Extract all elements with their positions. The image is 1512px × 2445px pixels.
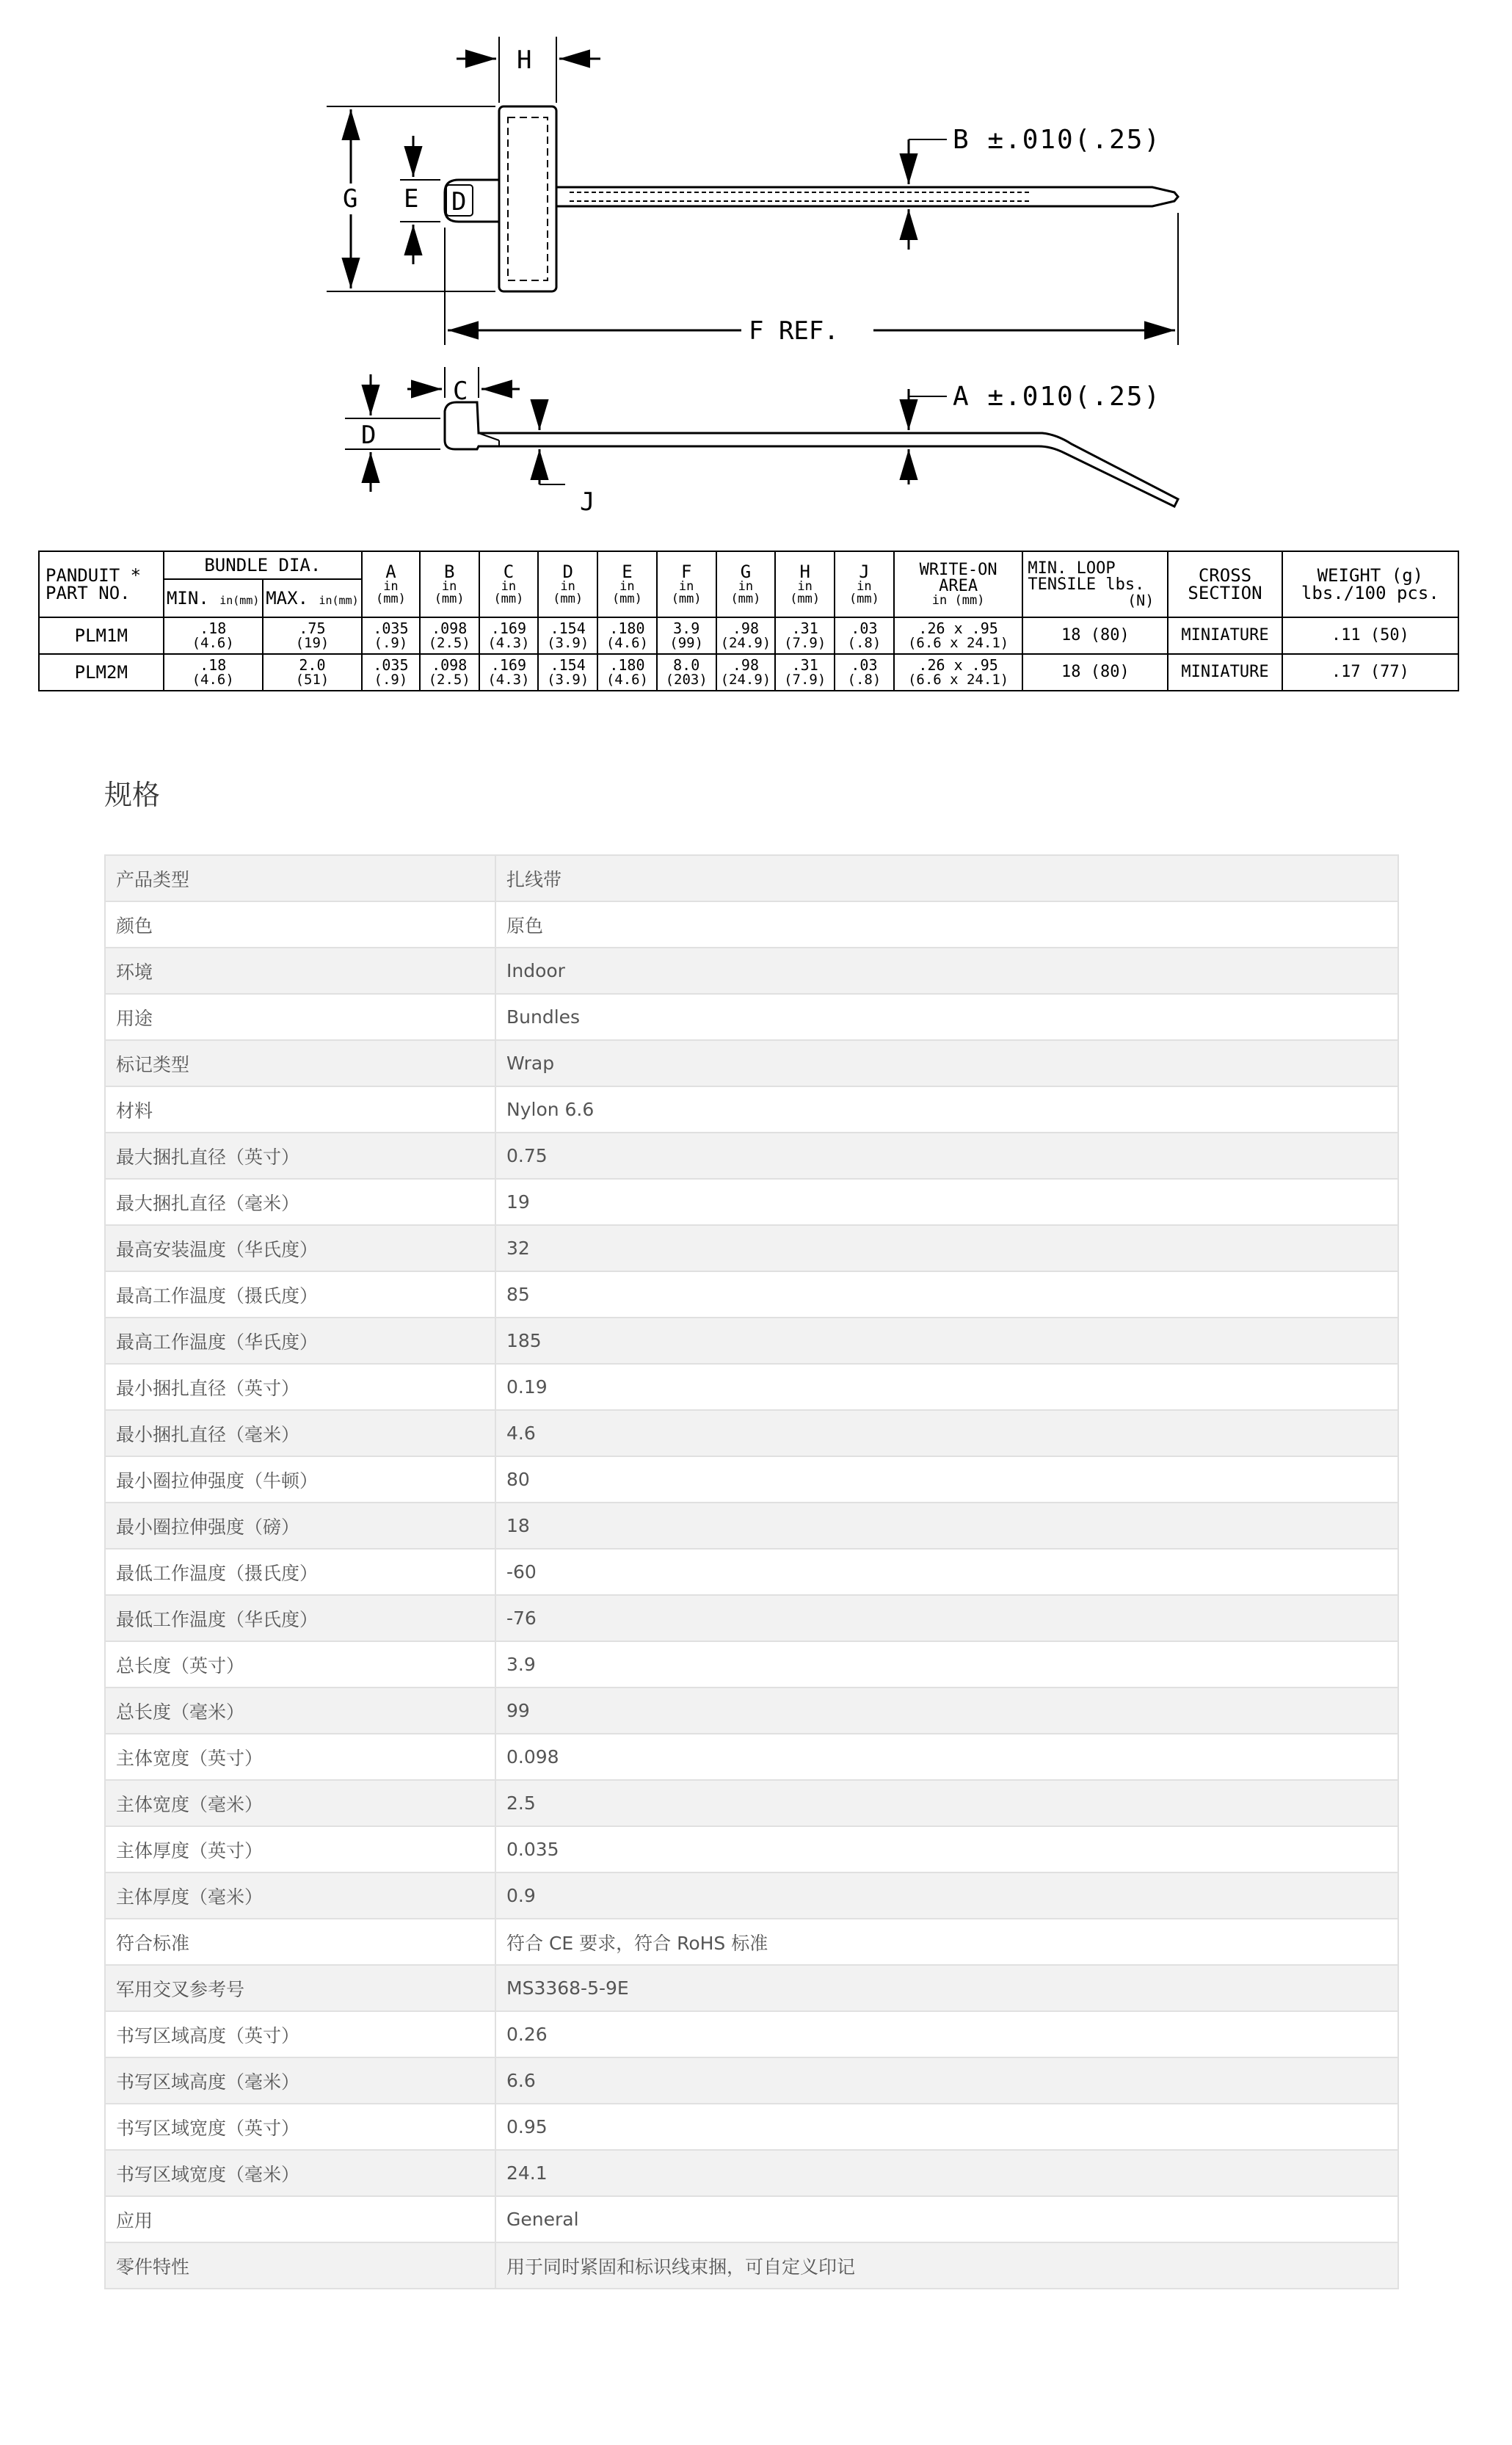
dim-d-in: .154 (550, 619, 586, 637)
dim-c-cell (479, 654, 539, 691)
min-label: MIN. (166, 588, 209, 608)
unit-mm: (mm) (233, 594, 260, 607)
spec-row (105, 1040, 1398, 1086)
unit-in: in (501, 579, 517, 594)
dim-label-e: E (404, 184, 419, 214)
unit-in: in (678, 579, 694, 594)
bundle-min-in: .18 (200, 619, 227, 637)
dim-f-cell (657, 617, 716, 654)
weight-line1: WEIGHT (g) (1317, 565, 1424, 586)
col-header-h (775, 551, 835, 617)
write-on-in: .26 x .95 (918, 655, 998, 674)
spec-key: 最小捆扎直径（英寸） (105, 1364, 495, 1410)
spec-key: 最低工作温度（摄氏度） (105, 1549, 495, 1595)
bundle-min-in: .18 (200, 655, 227, 674)
spec-value: MS3368-5-9E (495, 1965, 1398, 2011)
col-header-c (479, 551, 539, 617)
dim-b-in: .098 (432, 655, 468, 674)
cross-section: MINIATURE (1181, 626, 1269, 644)
dim-e-mm: (4.6) (606, 671, 649, 688)
loop-line2: TENSILE lbs. (1028, 575, 1145, 594)
write-on-in: .26 x .95 (918, 619, 998, 637)
write-on-mm: (6.6 x 24.1) (907, 634, 1009, 651)
spec-key: 最小捆扎直径（毫米） (105, 1410, 495, 1456)
spec-row (105, 1549, 1398, 1595)
bundle-min-cell (164, 617, 263, 654)
dim-h-mm: (7.9) (784, 671, 826, 688)
col-header-a (362, 551, 420, 617)
dim-d-in: .154 (550, 655, 586, 674)
bundle-min-cell (164, 654, 263, 691)
spec-row (105, 2057, 1398, 2104)
spec-row (105, 1595, 1398, 1641)
dim-label-g: G (343, 184, 358, 214)
spec-row (105, 1318, 1398, 1364)
spec-row (105, 1780, 1398, 1826)
write-on-line2: AREA (939, 576, 978, 595)
spec-value: 0.26 (495, 2011, 1398, 2057)
spec-key: 材料 (105, 1086, 495, 1133)
spec-key: 最小圈拉伸强度（牛顿） (105, 1456, 495, 1503)
dim-b-in: .098 (432, 619, 468, 637)
spec-row (105, 2150, 1398, 2196)
unit-in: in (619, 579, 635, 594)
loop-tensile-header (1022, 551, 1168, 617)
col-header-d (538, 551, 597, 617)
dim-g-mm: (24.9) (720, 671, 771, 688)
tie-strap (556, 187, 1178, 206)
spec-value: 0.035 (495, 1826, 1398, 1872)
col-header-b (420, 551, 479, 617)
spec-value: 6.6 (495, 2057, 1398, 2104)
spec-key: 颜色 (105, 901, 495, 948)
dim-j-in: .03 (851, 655, 878, 674)
dim-b-mm: (2.5) (428, 671, 470, 688)
dim-e-cell (597, 617, 657, 654)
unit-in: in (319, 594, 332, 607)
spec-row (105, 1225, 1398, 1271)
spec-key: 总长度（英寸） (105, 1641, 495, 1687)
spec-value: 99 (495, 1687, 1398, 1734)
spec-value: Indoor (495, 948, 1398, 994)
unit-mm: (mm) (790, 592, 821, 606)
spec-value: 185 (495, 1318, 1398, 1364)
spec-value: 0.75 (495, 1133, 1398, 1179)
col-h-label: H (799, 562, 810, 582)
write-on-mm: (6.6 x 24.1) (907, 671, 1009, 688)
spec-value: Wrap (495, 1040, 1398, 1086)
dim-a-mm: (.9) (374, 671, 408, 688)
part-number: PLM2M (74, 662, 128, 683)
spec-key: 书写区域高度（英寸） (105, 2011, 495, 2057)
spec-key: 书写区域宽度（英寸） (105, 2104, 495, 2150)
spec-row (105, 1086, 1398, 1133)
spec-value: 2.5 (495, 1780, 1398, 1826)
cable-tie-drawing (0, 0, 1512, 514)
part-no-header (39, 551, 164, 617)
part-number: PLM1M (74, 625, 128, 646)
dim-f-cell (657, 654, 716, 691)
dim-a-mm: (.9) (374, 634, 408, 651)
dim-d-cell (538, 654, 597, 691)
dim-a-cell (362, 654, 420, 691)
spec-key: 最低工作温度（华氏度） (105, 1595, 495, 1641)
dim-e-mm: (4.6) (606, 634, 649, 651)
bundle-min-mm: (4.6) (192, 671, 234, 688)
dim-table-row (39, 654, 1458, 691)
dim-g-in: .98 (732, 619, 759, 637)
spec-row (105, 1826, 1398, 1872)
dim-a-in: .035 (373, 655, 409, 674)
bundle-max-in: .75 (299, 619, 326, 637)
spec-key: 主体厚度（毫米） (105, 1872, 495, 1919)
cross-line2: SECTION (1188, 583, 1262, 603)
dimension-table (38, 551, 1459, 691)
dim-label-h: H (517, 46, 532, 75)
dim-d-mm: (3.9) (547, 634, 589, 651)
write-on-line1: WRITE-ON (919, 560, 997, 579)
dim-g-cell (716, 654, 776, 691)
bundle-max-mm: (51) (295, 671, 330, 688)
spec-section-title: 规格 (104, 779, 161, 811)
spec-row (105, 1456, 1398, 1503)
bundle-dia-header: BUNDLE DIA. (164, 551, 363, 579)
unit-in: in (797, 579, 813, 594)
dim-h-cell (775, 654, 835, 691)
dim-e-in: .180 (609, 619, 645, 637)
spec-value: 32 (495, 1225, 1398, 1271)
spec-row (105, 1271, 1398, 1318)
unit-mm: (mm) (493, 592, 524, 606)
unit-in: in (560, 579, 575, 594)
spec-value: 18 (495, 1503, 1398, 1549)
unit-mm: (mm) (434, 592, 465, 606)
spec-key: 主体宽度（英寸） (105, 1734, 495, 1780)
dim-a-in: .035 (373, 619, 409, 637)
weight: .17 (77) (1331, 663, 1409, 681)
spec-value: 4.6 (495, 1410, 1398, 1456)
dim-a-cell (362, 617, 420, 654)
spec-key: 军用交叉参考号 (105, 1965, 495, 2011)
spec-row (105, 1919, 1398, 1965)
spec-key: 书写区域宽度（毫米） (105, 2150, 495, 2196)
unit-in: in (383, 579, 399, 594)
loop-tensile: 18 (80) (1061, 626, 1130, 644)
dim-b-cell (420, 654, 479, 691)
spec-value: 0.9 (495, 1872, 1398, 1919)
dim-table-row (39, 617, 1458, 654)
dim-h-mm: (7.9) (784, 634, 826, 651)
dim-h-in: .31 (791, 619, 818, 637)
col-b-label: B (443, 562, 455, 582)
spec-row (105, 1503, 1398, 1549)
dim-e-in: .180 (609, 655, 645, 674)
spec-row (105, 1179, 1398, 1225)
dim-j-cell (835, 617, 894, 654)
weight-cell (1282, 654, 1458, 691)
spec-value: 原色 (495, 901, 1398, 948)
part-header-line1: PANDUIT * (46, 565, 142, 586)
spec-value: 85 (495, 1271, 1398, 1318)
spec-key: 产品类型 (105, 855, 495, 901)
spec-row (105, 1687, 1398, 1734)
bundle-max-cell (263, 617, 362, 654)
dim-d-mm: (3.9) (547, 671, 589, 688)
spec-value: 0.19 (495, 1364, 1398, 1410)
weight-line2: lbs./100 pcs. (1301, 583, 1439, 603)
spec-value: 24.1 (495, 2150, 1398, 2196)
spec-row (105, 855, 1398, 901)
unit-mm: (mm) (671, 592, 702, 606)
spec-row (105, 901, 1398, 948)
spec-key: 零件特性 (105, 2242, 495, 2289)
bundle-max-in: 2.0 (299, 655, 326, 674)
unit-in: in (441, 579, 457, 594)
spec-key: 标记类型 (105, 1040, 495, 1086)
spec-row (105, 1410, 1398, 1456)
dim-c-cell (479, 617, 539, 654)
dim-e-cell (597, 654, 657, 691)
loop-line1: MIN. LOOP (1028, 559, 1116, 578)
spec-value: 扎线带 (495, 855, 1398, 901)
spec-key: 总长度（毫米） (105, 1687, 495, 1734)
spec-value: 3.9 (495, 1641, 1398, 1687)
unit-mm: (mm) (611, 592, 642, 606)
dim-c-in: .169 (490, 619, 526, 637)
dim-f-in: 8.0 (673, 655, 700, 674)
spec-value: Nylon 6.6 (495, 1086, 1398, 1133)
dim-f-in: 3.9 (673, 619, 700, 637)
unit-in: in (219, 594, 233, 607)
col-f-label: F (680, 562, 692, 582)
loop-tensile-cell (1022, 617, 1168, 654)
spec-key: 最小圈拉伸强度（磅） (105, 1503, 495, 1549)
min-header (164, 579, 263, 617)
dim-f-mm: (203) (665, 671, 708, 688)
cross-section-cell (1168, 617, 1282, 654)
spec-value: Bundles (495, 994, 1398, 1040)
unit-mm: (mm) (553, 592, 584, 606)
spec-key: 最大捆扎直径（毫米） (105, 1179, 495, 1225)
dim-c-in: .169 (490, 655, 526, 674)
dim-d-cell (538, 617, 597, 654)
dim-label-f: F REF. (749, 316, 839, 346)
col-g-label: G (740, 562, 752, 582)
spec-key: 用途 (105, 994, 495, 1040)
spec-table (104, 854, 1399, 2289)
spec-row (105, 2104, 1398, 2150)
spec-key: 最大捆扎直径（英寸） (105, 1133, 495, 1179)
dim-c-mm: (4.3) (487, 671, 530, 688)
dim-c-mm: (4.3) (487, 634, 530, 651)
dim-label-j: J (580, 487, 595, 514)
unit-mm: (mm) (332, 594, 359, 607)
dim-h-cell (775, 617, 835, 654)
col-header-g (716, 551, 776, 617)
spec-value: -60 (495, 1549, 1398, 1595)
write-on-header (894, 551, 1023, 617)
spec-value: -76 (495, 1595, 1398, 1641)
cross-section: MINIATURE (1181, 663, 1269, 681)
dim-f-mm: (99) (669, 634, 704, 651)
unit-in: in (738, 579, 754, 594)
spec-key: 环境 (105, 948, 495, 994)
write-on-cell (894, 617, 1023, 654)
dim-b-cell (420, 617, 479, 654)
write-on-cell (894, 654, 1023, 691)
dim-g-in: .98 (732, 655, 759, 674)
col-j-label: J (859, 562, 870, 582)
weight-cell (1282, 617, 1458, 654)
bundle-max-mm: (19) (295, 634, 330, 651)
bundle-max-cell (263, 654, 362, 691)
loop-line3: (N) (1127, 592, 1155, 609)
unit-mm: (mm) (848, 592, 879, 606)
spec-row (105, 948, 1398, 994)
col-header-j (835, 551, 894, 617)
part-number-cell (39, 617, 164, 654)
dim-h-in: .31 (791, 655, 818, 674)
spec-value: 符合 CE 要求，符合 RoHS 标准 (495, 1919, 1398, 1965)
dim-j-cell (835, 654, 894, 691)
spec-value: 0.098 (495, 1734, 1398, 1780)
spec-key: 主体宽度（毫米） (105, 1780, 495, 1826)
loop-tensile: 18 (80) (1061, 663, 1130, 681)
spec-row (105, 2011, 1398, 2057)
dim-header-row (39, 551, 1458, 579)
dim-g-cell (716, 617, 776, 654)
dim-j-mm: (.8) (847, 634, 882, 651)
max-label: MAX. (266, 588, 309, 608)
dim-b-mm: (2.5) (428, 634, 470, 651)
spec-row (105, 1133, 1398, 1179)
dim-label-c: C (453, 377, 468, 406)
write-on-line3: in (mm) (931, 592, 985, 608)
spec-value: 用于同时紧固和标识线束捆，可自定义印记 (495, 2242, 1398, 2289)
dim-g-mm: (24.9) (720, 634, 771, 651)
dim-label-a: A ±.010(.25) (953, 382, 1162, 412)
spec-row (105, 2196, 1398, 2242)
spec-row (105, 2242, 1398, 2289)
spec-value: 80 (495, 1456, 1398, 1503)
cross-section-header (1168, 551, 1282, 617)
spec-value: General (495, 2196, 1398, 2242)
spec-key: 书写区域高度（毫米） (105, 2057, 495, 2104)
dim-j-in: .03 (851, 619, 878, 637)
unit-mm: (mm) (375, 592, 406, 606)
spec-row (105, 1965, 1398, 2011)
spec-row (105, 994, 1398, 1040)
spec-key: 最高工作温度（华氏度） (105, 1318, 495, 1364)
spec-row (105, 1872, 1398, 1919)
spec-key: 应用 (105, 2196, 495, 2242)
spec-row (105, 1641, 1398, 1687)
dim-label-b: B ±.010(.25) (953, 125, 1162, 155)
col-d-label: D (562, 562, 573, 582)
col-a-label: A (385, 562, 396, 582)
spec-row (105, 1734, 1398, 1780)
part-header-line2: PART NO. (46, 583, 131, 603)
col-header-e (597, 551, 657, 617)
unit-in: in (857, 579, 872, 594)
bundle-min-mm: (4.6) (192, 634, 234, 651)
spec-value: 0.95 (495, 2104, 1398, 2150)
unit-mm: (mm) (730, 592, 761, 606)
weight-header (1282, 551, 1458, 617)
col-header-f (657, 551, 716, 617)
spec-value: 19 (495, 1179, 1398, 1225)
cross-line1: CROSS (1198, 565, 1252, 586)
spec-key: 符合标准 (105, 1919, 495, 1965)
dim-j-mm: (.8) (847, 671, 882, 688)
col-e-label: E (622, 562, 633, 582)
spec-key: 主体厚度（英寸） (105, 1826, 495, 1872)
spec-key: 最高工作温度（摄氏度） (105, 1271, 495, 1318)
head-letter-mark: D (451, 187, 467, 217)
cross-section-cell (1168, 654, 1282, 691)
loop-tensile-cell (1022, 654, 1168, 691)
part-number-cell (39, 654, 164, 691)
spec-key: 最高安装温度（华氏度） (105, 1225, 495, 1271)
spec-row (105, 1364, 1398, 1410)
max-header (263, 579, 362, 617)
tie-side-view (445, 402, 1178, 506)
weight: .11 (50) (1331, 626, 1409, 644)
dim-label-d: D (361, 421, 377, 450)
col-c-label: C (503, 562, 515, 582)
